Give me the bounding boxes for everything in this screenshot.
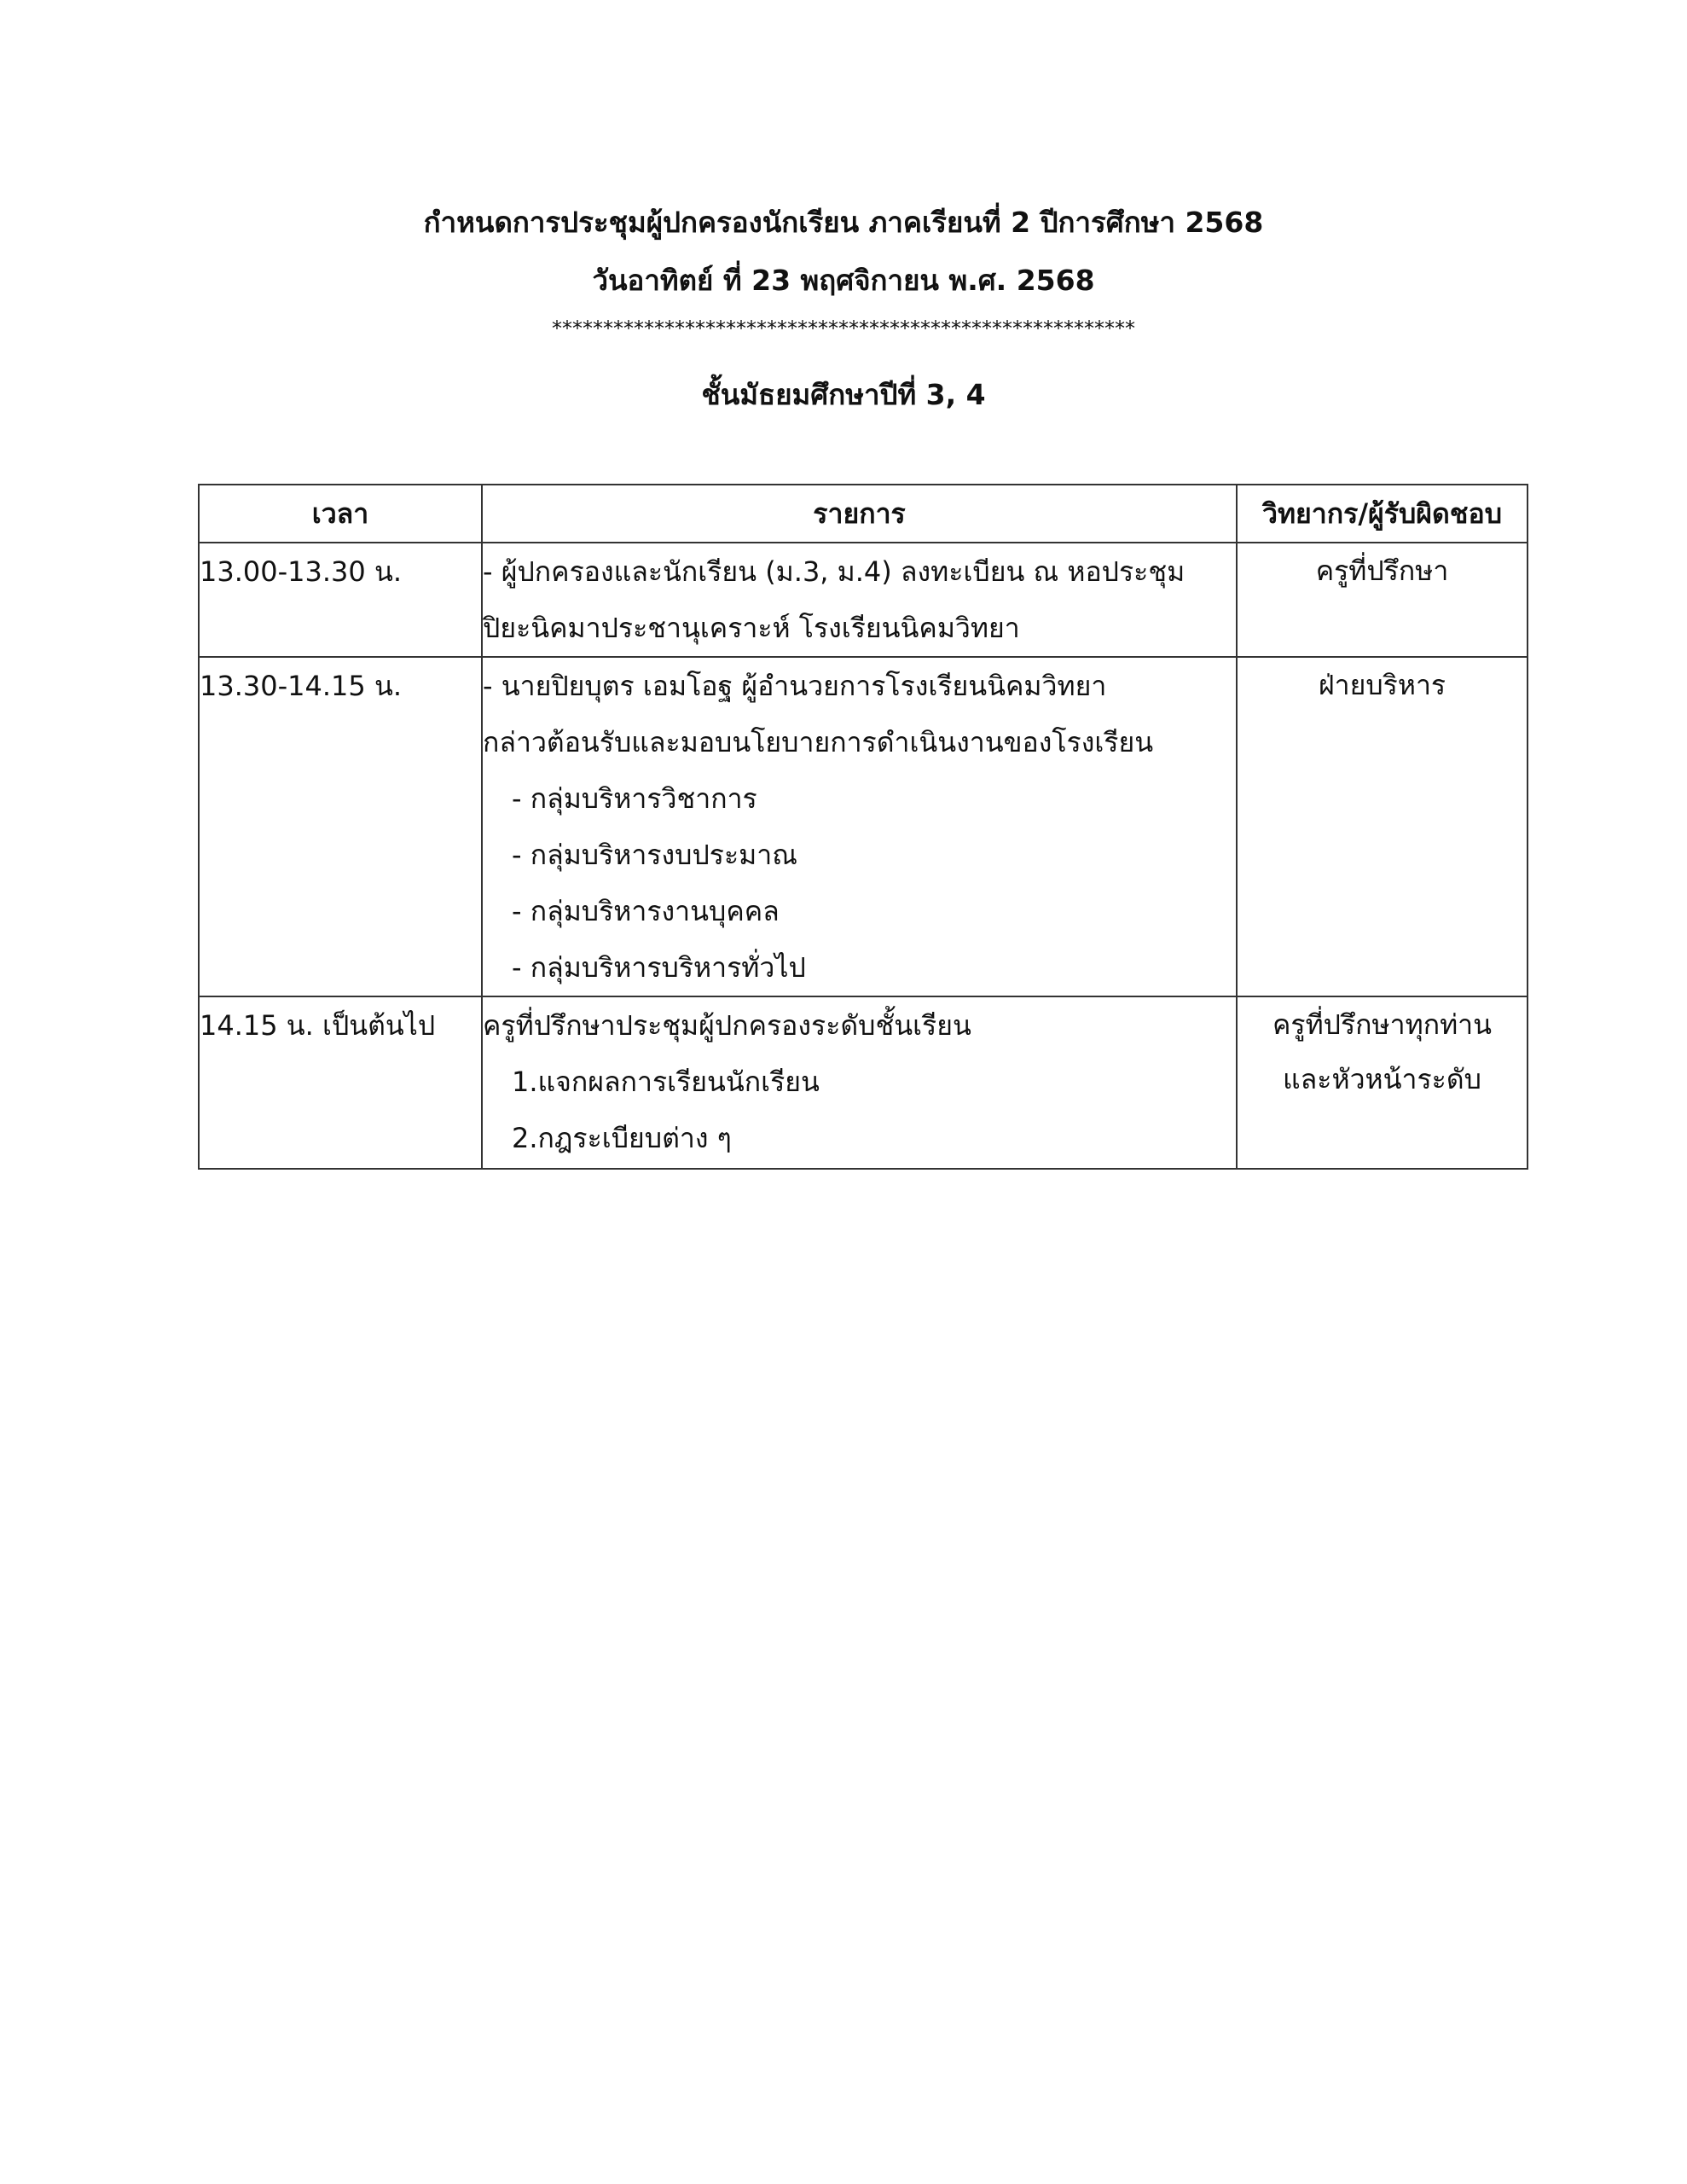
asterisk-separator: ********************************************************* (552, 317, 1135, 340)
responsible-line: และหัวหน้าระดับ (1283, 1063, 1481, 1095)
time-cell: 14.15 น. เป็นต้นไป (199, 996, 482, 1169)
responsible-cell (1237, 996, 1528, 1169)
time-cell: 13.30-14.15 น. (199, 657, 482, 996)
agenda-subitem: 1.แจกผลการเรียนนักเรียน (512, 1066, 820, 1098)
time-cell: 13.00-13.30 น. (199, 543, 482, 657)
grade-level-heading: ชั้นมัธยมศึกษาปีที่ 3, 4 (701, 378, 986, 411)
table-header-row (199, 485, 1528, 543)
agenda-cell (482, 996, 1237, 1169)
agenda-subitem: - กลุ่มบริหารงานบุคคล (512, 895, 780, 927)
agenda-cell (482, 543, 1237, 657)
schedule-table (198, 484, 1528, 1170)
responsible-line: ฝ่ายบริหาร (1318, 669, 1446, 701)
column-header-time: เวลา (199, 485, 482, 543)
table-row (199, 657, 1528, 996)
meeting-date: วันอาทิตย์ ที่ 23 พฤศจิกายน พ.ศ. 2568 (592, 264, 1095, 297)
responsible-cell (1237, 657, 1528, 996)
table-row (199, 543, 1528, 657)
agenda-subitem: 2.กฎระเบียบต่าง ๆ (512, 1122, 732, 1154)
column-header-responsible: วิทยากร/ผู้รับผิดชอบ (1237, 485, 1528, 543)
agenda-subitem: - กลุ่มบริหารงบประมาณ (512, 839, 797, 871)
responsible-cell (1237, 543, 1528, 657)
agenda-cell (482, 657, 1237, 996)
table-row (199, 996, 1528, 1169)
agenda-line: - ผู้ปกครองและนักเรียน (ม.3, ม.4) ลงทะเบียน ณ หอประชุม (483, 555, 1186, 588)
agenda-line: กล่าวต้อนรับและมอบนโยบายการดำเนินงานของโรงเรียน (483, 726, 1154, 758)
column-header-item: รายการ (482, 485, 1237, 543)
responsible-line: ครูที่ปรึกษา (1315, 555, 1449, 587)
agenda-subitem: - กลุ่มบริหารวิชาการ (512, 782, 757, 815)
responsible-line: ครูที่ปรึกษาทุกท่าน (1272, 1008, 1493, 1041)
agenda-line: - นายปิยบุตร เอมโอฐ ผู้อำนวยการโรงเรียนนิคมวิทยา (483, 670, 1107, 702)
document-title: กำหนดการประชุมผู้ปกครองนักเรียน ภาคเรียนที่ 2 ปีการศึกษา 2568 (423, 206, 1264, 239)
agenda-line: ปิยะนิคมาประชานุเคราะห์ โรงเรียนนิคมวิทยา (483, 612, 1020, 644)
agenda-subitem: - กลุ่มบริหารบริหารทั่วไป (512, 951, 806, 984)
agenda-line: ครูที่ปรึกษาประชุมผู้ปกครองระดับชั้นเรียน (483, 1009, 971, 1042)
